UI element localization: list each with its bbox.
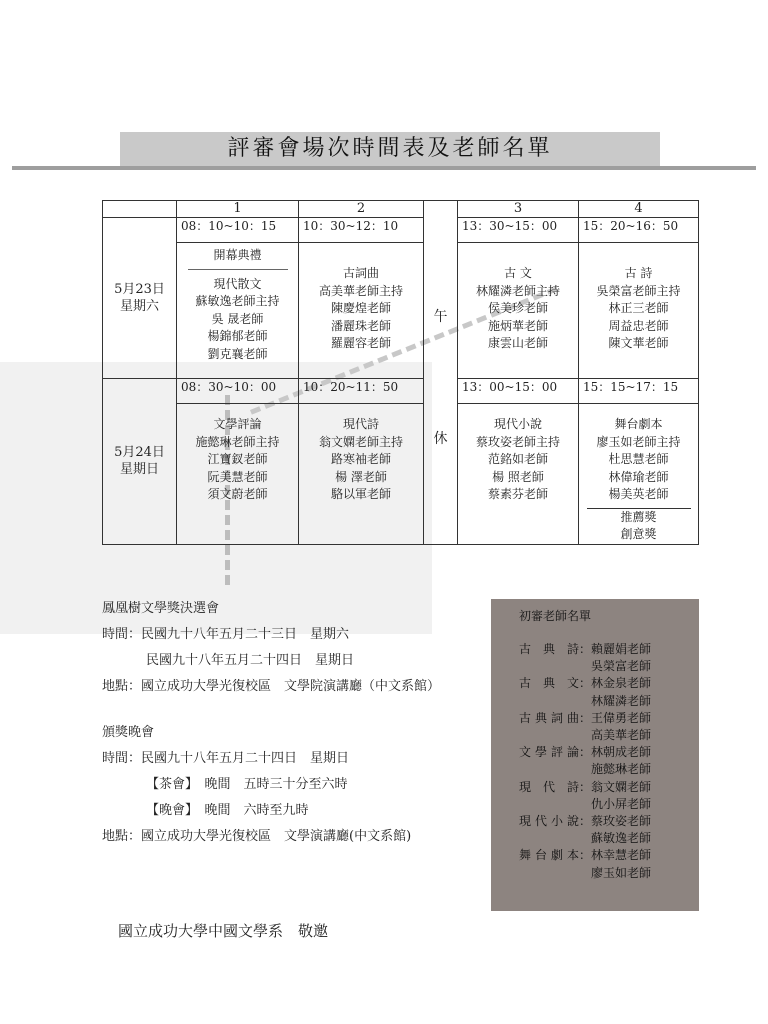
judge-name: 賴麗娟老師	[591, 642, 652, 656]
event2-place: 地點：國立成功大學光復校區 文學演講廳(中文系館)	[102, 829, 412, 844]
table-header-row	[103, 201, 699, 218]
judge-names	[591, 847, 651, 881]
schedule-table	[102, 200, 699, 545]
session-time: 10：20~11：50	[299, 379, 424, 404]
session-time: 15：20~16：50	[579, 218, 699, 243]
event2-time: 時間：民國九十八年五月二十四日 星期日	[102, 751, 350, 766]
judge-names	[591, 675, 651, 709]
day1-label: 5月23日 星期六	[103, 218, 177, 379]
judge-row	[519, 813, 651, 847]
title-underline	[12, 166, 756, 170]
judge-name: 林幸慧老師	[591, 848, 652, 863]
event2-party: 【晚會】 晚間 六時至九時	[146, 803, 309, 818]
colon: ：	[579, 676, 592, 691]
award-label: 創意獎	[620, 527, 657, 541]
session-time: 13：00~15：00	[458, 379, 579, 404]
day1-session-row	[103, 243, 699, 379]
rest-char: 休	[433, 431, 448, 448]
judge-row	[519, 675, 651, 709]
colon: ：	[579, 745, 592, 760]
judge-row	[519, 847, 651, 881]
preliminary-judges-panel	[491, 599, 699, 911]
session-time: 10：30~12：10	[299, 218, 424, 243]
session-cell: 文學評論 施懿琳老師主持 江寶釵老師 阮美慧老師 須文蔚老師	[177, 404, 299, 545]
colon: ：	[579, 642, 592, 656]
judges-title: 初審老師名單	[519, 609, 592, 623]
session-cell: 古 文 林耀潾老師主持 侯美珍老師 施炳華老師 康雲山老師	[458, 243, 579, 379]
colon: ：	[579, 848, 592, 863]
session-time: 13：30~15：00	[458, 218, 579, 243]
judge-name: 高美華老師	[591, 728, 652, 743]
judge-names	[591, 744, 651, 778]
judge-row	[519, 744, 651, 778]
judge-row	[519, 779, 651, 813]
judge-name: 吳榮富老師	[591, 659, 652, 674]
judge-category: 古典詞曲	[519, 710, 579, 725]
column-number: 3	[458, 201, 579, 218]
day2-session-row	[103, 404, 699, 545]
day1-time-row	[103, 218, 699, 243]
session-time: 08：30~10：00	[177, 379, 299, 404]
session-cell: 現代小說 蔡玫姿老師主持 范銘如老師 楊 照老師 蔡素芬老師	[458, 404, 579, 545]
award-label: 推薦獎	[620, 509, 657, 524]
judge-names	[591, 813, 651, 847]
judge-row	[519, 641, 651, 675]
judge-name: 林金泉老師	[591, 676, 652, 691]
session-time: 08：10~10：15	[177, 218, 299, 243]
judge-category: 文學評論	[519, 745, 579, 760]
judge-category: 現代小說	[519, 814, 579, 829]
judge-name: 林朝成老師	[591, 745, 652, 760]
event2-name: 頒獎晚會	[102, 725, 155, 740]
event1-time: 時間：民國九十八年五月二十三日 星期六	[102, 627, 350, 642]
colon: ：	[579, 710, 592, 725]
judge-name: 林耀潾老師	[591, 693, 652, 708]
session-cell: 舞台劇本 廖玉如老師主持 杜思慧老師 林偉瑜老師 楊美英老師 推薦獎 創意獎	[579, 404, 699, 545]
judge-category: 舞台劇本	[519, 848, 579, 863]
column-number: 1	[177, 201, 299, 218]
judge-names	[591, 641, 651, 675]
event2-tea: 【茶會】 晚間 五時三十分至六時	[146, 777, 348, 792]
day2-time-row	[103, 379, 699, 404]
judge-names	[591, 779, 651, 813]
judge-category: 古典文	[519, 676, 579, 691]
rest-char: 午	[433, 309, 448, 326]
opening-ceremony: 開幕典禮	[188, 247, 288, 270]
judges-list	[519, 641, 651, 882]
header-corner	[103, 201, 177, 218]
invitation-footer: 國立成功大學中國文學系 敬邀	[118, 922, 329, 940]
judge-row	[519, 710, 651, 744]
judge-category: 古典詩	[519, 642, 579, 656]
day2-label: 5月24日 星期日	[103, 379, 177, 545]
judge-name: 王偉勇老師	[591, 710, 652, 725]
session-cell: 開幕典禮 現代散文 蘇敏逸老師主持 吳 晟老師 楊錦郁老師 劉克襄老師	[177, 243, 299, 379]
judge-name: 廖玉如老師	[591, 865, 652, 880]
judge-names	[591, 710, 651, 744]
colon: ：	[579, 814, 592, 829]
session-cell: 古 詩 吳榮富老師主持 林正三老師 周益忠老師 陳文華老師	[579, 243, 699, 379]
colon: ：	[579, 779, 592, 794]
page-title: 評審會場次時間表及老師名單	[120, 132, 660, 166]
judge-name: 蔡玫姿老師	[591, 814, 652, 829]
event1-place: 地點：國立成功大學光復校區 文學院演講廳（中文系館）	[102, 679, 441, 694]
column-number: 2	[299, 201, 424, 218]
lunch-break-cell	[424, 201, 458, 545]
session-cell: 現代詩 翁文嫻老師主持 路寒袖老師 楊 澤老師 駱以軍老師	[299, 404, 424, 545]
judge-name: 蘇敏逸老師	[591, 831, 652, 846]
judge-name: 翁文嫻老師	[591, 779, 652, 794]
judge-name: 仇小屏老師	[591, 796, 652, 811]
column-number: 4	[579, 201, 699, 218]
session-cell: 古詞曲 高美華老師主持 陳慶煌老師 潘麗珠老師 羅麗容老師	[299, 243, 424, 379]
event-info	[102, 596, 440, 850]
event1-time: 民國九十八年五月二十四日 星期日	[146, 653, 355, 668]
judge-name: 施懿琳老師	[591, 762, 652, 777]
session-time: 15：15~17：15	[579, 379, 699, 404]
event1-name: 鳳凰樹文學獎決選會	[102, 601, 220, 616]
judge-category: 現代詩	[519, 779, 579, 794]
